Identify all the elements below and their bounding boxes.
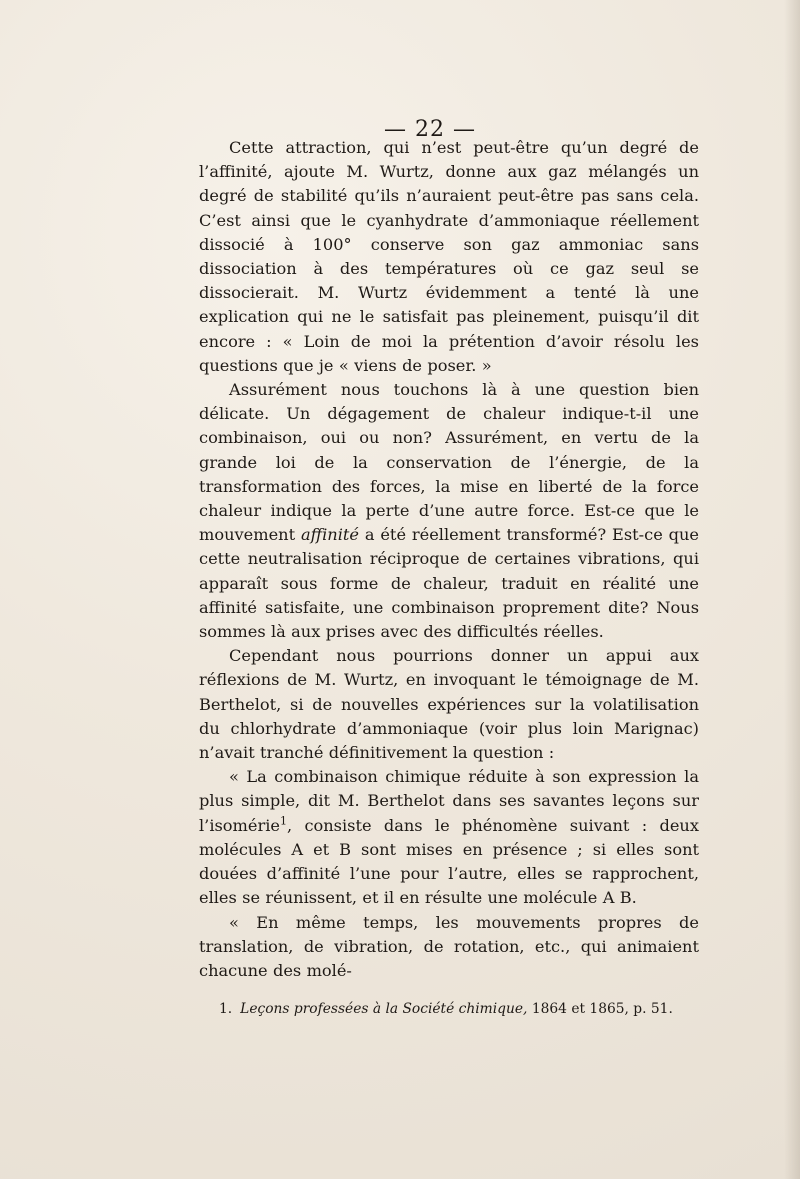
paragraph-1: Cette attraction, qui n’est peut-être qu’un degré de l’affinité, ajoute M. Wurtz, donne aux gaz mélangés un degré de stabilité qu’ils n’auraient peut-être pas sans cela. C’est ainsi que le cyanhydrate d’ammoniaque réellement dissocié à 100° conserve son gaz ammoniac sans dissociation à des températures où ce gaz seul se dissocierait. M. Wurtz évidemment a tenté là une explication qui ne le satisfait pas pleinement, puisqu’il dit encore : « Loin de moi la prétention d’avoir résolu les questions que je « viens de poser. »	[199, 138, 699, 375]
footnote-title: Leçons professées à la Société chimique,	[240, 1001, 528, 1017]
paragraph-5: « En même temps, les mouvements propres de translation, de vibration, de rotation, etc., qui animaient chacune des molé-	[199, 912, 699, 980]
footnote	[219, 1000, 704, 1018]
page-number: — 22 —	[384, 117, 476, 142]
paragraph-4	[199, 765, 699, 910]
paragraph-4-text-before: « La combinaison chimique réduite à son expression la plus simple, dit M. Berthelot dans ses savantes leçons sur l’isomérie	[199, 767, 699, 835]
paragraph-2-text-after: a été réellement transformé? Est-ce que cette neutralisation réciproque de certaines vibrations, qui apparaît sous forme de chaleur, traduit en réalité une affinité satisfaite, une combinaison proprement dite? Nous sommes là aux prises avec des difficultés réelles.	[199, 525, 700, 642]
footnote-number: 1.	[219, 1001, 233, 1017]
paragraph-2	[199, 378, 699, 644]
italic-word-affinite: affinité	[300, 525, 359, 545]
footnote-rest: 1864 et 1865, p. 51.	[531, 1001, 673, 1017]
paragraph-2-text-before: Assurément nous touchons là à une question bien délicate. Un dégagement de chaleur indique-t-il une combinaison, oui ou non? Assurément, en vertu de la grande loi de la conservation de l’énergie, de la transformation des forces, la mise en liberté de la force chaleur indique la perte d’une autre force. Est-ce que le mouvement	[199, 380, 699, 545]
paragraph-3: Cependant nous pourrions donner un appui aux réflexions de M. Wurtz, en invoquant le témoignage de M. Berthelot, si de nouvelles expériences sur la volatilisation du chlorhydrate d’ammoniaque (voir plus loin Marignac) n’avait tranché définitivement la question :	[199, 646, 699, 763]
body-text	[199, 136, 699, 983]
footnote-reference: 1	[279, 814, 287, 828]
paragraph-4-text-after: , consiste dans le phénomène suivant : deux molécules A et B sont mises en présence ; si elles sont douées d’affinité l’une pour l’autre, elles se rapprochent, elles se réunissent, et il en résulte une molécule A B.	[199, 815, 699, 908]
page-edge-shadow	[784, 0, 800, 1179]
